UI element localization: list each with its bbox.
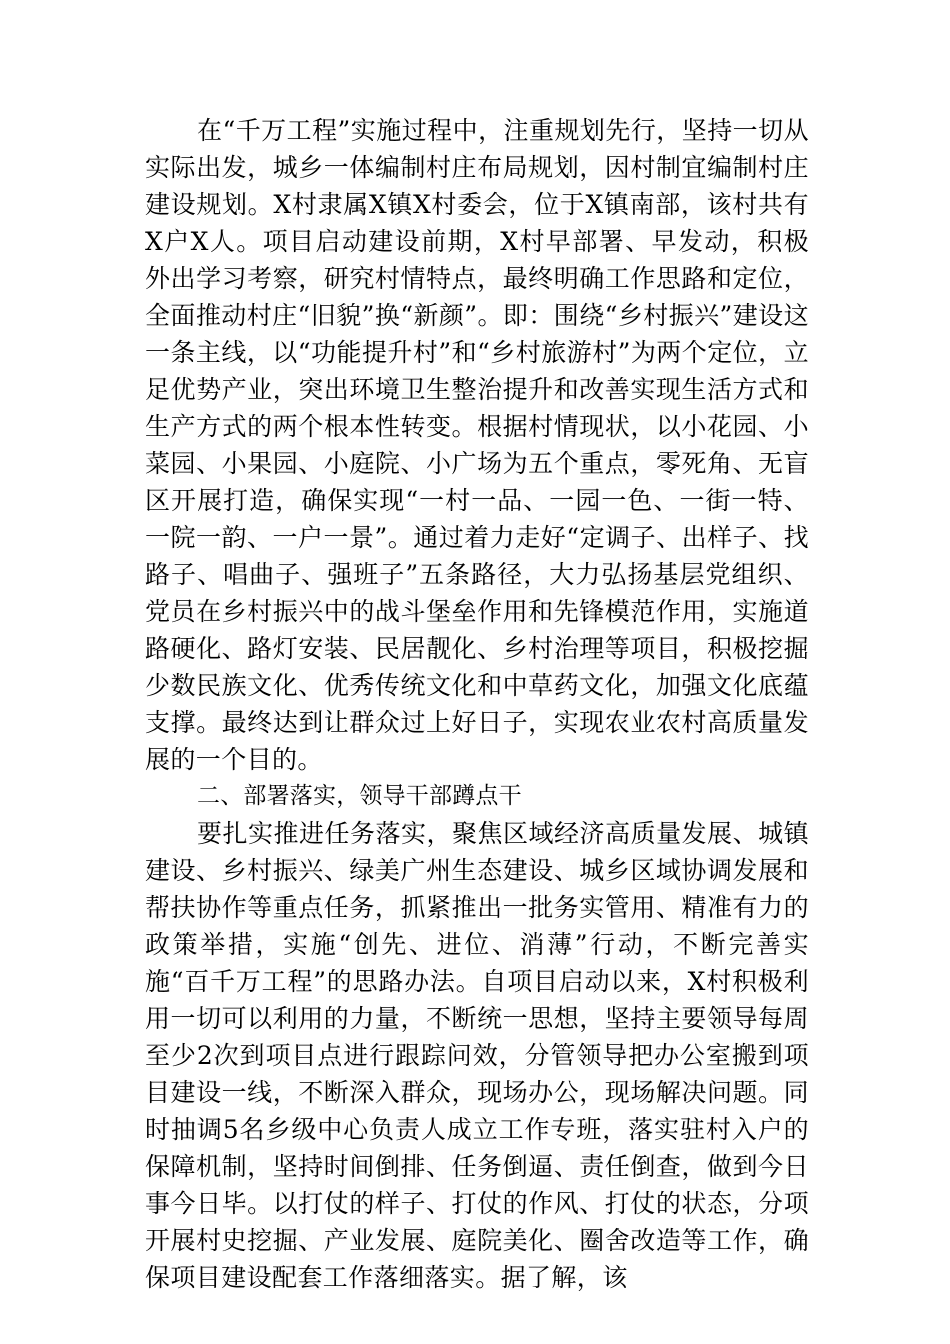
document-body [145, 112, 809, 1296]
paragraph-implementation: 要扎实推进任务落实，聚焦区域经济高质量发展、城镇建设、乡村振兴、绿美广州生态建设、城乡区域协调发展和帮扶协作等重点任务，抓紧推出一批务实管用、精准有力的政策举措，实施“创先、进位、消薄”行动，不断完善实施“百千万工程”的思路办法。自项目启动以来，X村积极利用一切可以利用的力量，不断统一思想，坚持主要领导每周至少2次到项目点进行跟踪问效，分管领导把办公室搬到项目建设一线，不断深入群众，现场办公，现场解决问题。同时抽调5名乡级中心负责人成立工作专班，落实驻村入户的保障机制，坚持时间倒排、任务倒逼、责任倒查，做到今日事今日毕。以打仗的样子、打仗的作风、打仗的状态，分项开展村史挖掘、产业发展、庭院美化、圈舍改造等工作，确保项目建设配套工作落细落实。据了解，该 [145, 819, 809, 1292]
paragraph-planning: 在“千万工程”实施过程中，注重规划先行，坚持一切从实际出发，城乡一体编制村庄布局规划，因村制宜编制村庄建设规划。X村隶属X镇X村委会，位于X镇南部，该村共有X户X人。项目启动建设前期，X村早部署、早发动，积极外出学习考察，研究村情特点，最终明确工作思路和定位，全面推动村庄“旧貌”换“新颜”。即：围绕“乡村振兴”建设这一条主线，以“功能提升村”和“乡村旅游村”为两个定位，立足优势产业，突出环境卫生整治提升和改善实现生活方式和生产方式的两个根本性转变。根据村情现状，以小花园、小菜园、小果园、小庭院、小广场为五个重点，零死角、无盲区开展打造，确保实现“一村一品、一园一色、一街一特、一院一韵、一户一景”。通过着力走好“定调子、出样子、找路子、唱曲子、强班子”五条路径，大力弘扬基层党组织、党员在乡村振兴中的战斗堡垒作用和先锋模范作用，实施道路硬化、路灯安装、民居靓化、乡村治理等项目，积极挖掘少数民族文化、优秀传统文化和中草药文化，加强文化底蕴支撑。最终达到让群众过上好日子，实现农业农村高质量发展的一个目的。 [145, 116, 809, 774]
section-heading: 二、部署落实，领导干部蹲点干 [197, 783, 522, 809]
